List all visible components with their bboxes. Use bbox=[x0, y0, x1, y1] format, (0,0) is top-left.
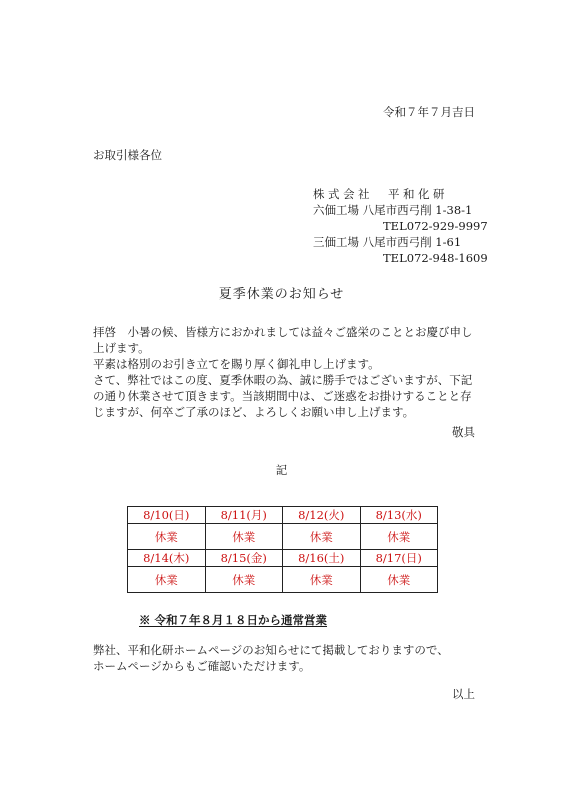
status-cell: 休業 bbox=[283, 567, 361, 593]
table-row bbox=[128, 567, 438, 593]
date-cell: 8/16(土) bbox=[283, 550, 361, 567]
resume-business-notice: ※ 令和７年８月１８日から通常営業 bbox=[139, 613, 328, 627]
closing-keigu: 敬具 bbox=[452, 425, 475, 439]
date-cell: 8/10(日) bbox=[128, 507, 206, 524]
body-paragraph: 平素は格別のお引き立てを賜り厚く御礼申し上げます。 bbox=[93, 357, 380, 371]
date-cell: 8/11(月) bbox=[205, 507, 283, 524]
status-cell: 休業 bbox=[205, 567, 283, 593]
body-paragraph: さて、弊社ではこの度、夏季休暇の為、誠に勝手ではございますが、下記の通り休業させて頂きます。当該期間中は、ご迷惑をお掛けすることと存じますが、何卒ご了承のほど、よろしくお願い申し上げます。 bbox=[93, 373, 473, 419]
factory-2-tel: TEL072-948-1609 bbox=[383, 251, 488, 265]
holiday-schedule-table bbox=[127, 506, 438, 593]
status-cell: 休業 bbox=[128, 567, 206, 593]
date-cell: 8/15(金) bbox=[205, 550, 283, 567]
table-row bbox=[128, 524, 438, 550]
date-cell: 8/12(火) bbox=[283, 507, 361, 524]
factory-1-tel: TEL072-929-9997 bbox=[383, 219, 488, 233]
table-row bbox=[128, 550, 438, 567]
ki-heading: 記 bbox=[275, 463, 288, 477]
notice-title: 夏季休業のお知らせ bbox=[218, 287, 345, 302]
footer-text bbox=[93, 642, 449, 674]
footer-line: ホームページからもご確認いただけます。 bbox=[93, 659, 311, 673]
end-ijou: 以上 bbox=[452, 687, 475, 701]
body-text bbox=[93, 324, 478, 420]
company-name: 株式会社 平和化研 bbox=[313, 187, 448, 201]
addressee: お取引様各位 bbox=[93, 148, 162, 162]
status-cell: 休業 bbox=[205, 524, 283, 550]
date-cell: 8/17(日) bbox=[360, 550, 438, 567]
date-cell: 8/14(木) bbox=[128, 550, 206, 567]
document-date: 令和７年７月吉日 bbox=[383, 105, 475, 119]
date-cell: 8/13(水) bbox=[360, 507, 438, 524]
status-cell: 休業 bbox=[283, 524, 361, 550]
factory-2-address: 三価工場 八尾市西弓削 1-61 bbox=[313, 235, 462, 249]
body-paragraph: 拝啓 小暑の候、皆様方におかれましては益々ご盛栄のこととお慶び申し上げます。 bbox=[93, 325, 473, 355]
status-cell: 休業 bbox=[360, 524, 438, 550]
status-cell: 休業 bbox=[128, 524, 206, 550]
status-cell: 休業 bbox=[360, 567, 438, 593]
factory-1-address: 六価工場 八尾市西弓削 1-38-1 bbox=[313, 203, 473, 217]
table-row bbox=[128, 507, 438, 524]
footer-line: 弊社、平和化研ホームページのお知らせにて掲載しておりますので、 bbox=[93, 643, 449, 657]
sender-block bbox=[313, 186, 488, 266]
